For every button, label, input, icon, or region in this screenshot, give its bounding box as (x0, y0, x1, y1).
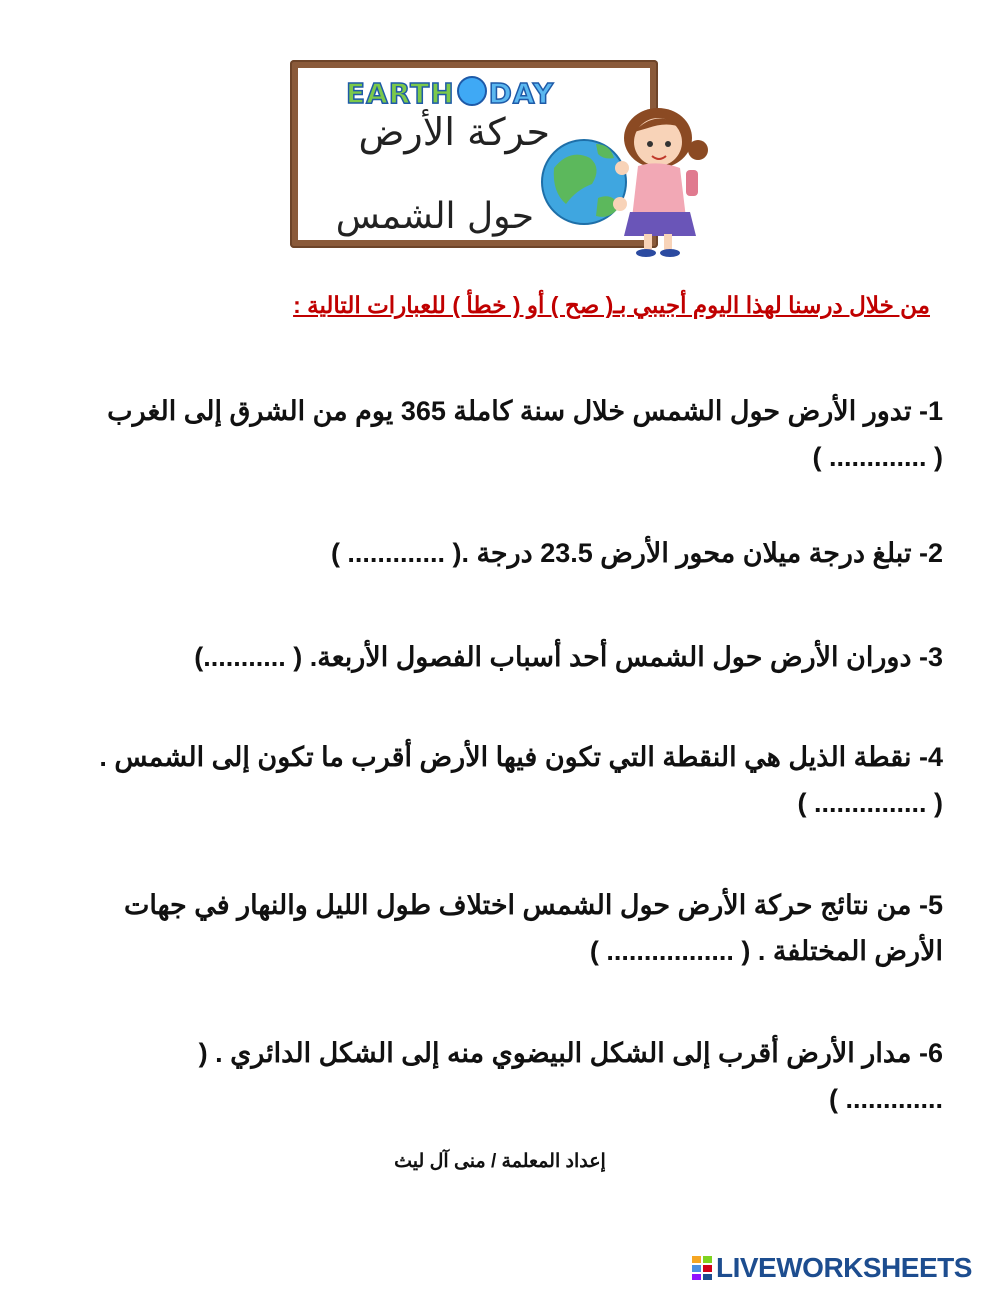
question-1: 1- تدور الأرض حول الشمس خلال سنة كاملة 365 يوم من الشرق إلى الغرب ( ............. ) (107, 396, 943, 472)
girl-holding-globe-illustration (540, 108, 730, 258)
instruction-heading: من خلال درسنا لهذا اليوم أجيبي بـ( صح ) أو ( خطأ ) للعبارات التالية : (293, 292, 930, 318)
globe-icon (457, 76, 487, 106)
liveworksheets-logo-icon (692, 1256, 712, 1280)
liveworksheets-watermark (692, 1252, 972, 1284)
board-title-line1: حركة الأرض (358, 110, 550, 154)
question-3: 3- دوران الأرض حول الشمس أحد أسباب الفصول الأربعة. ( ...........) (194, 642, 943, 672)
earth-day-logo: EARTH DAY (346, 77, 555, 110)
question-6: 6- مدار الأرض أقرب إلى الشكل البيضوي منه إلى الشكل الدائري . ( ............. ) (198, 1038, 943, 1114)
question-2: 2- تبلغ درجة ميلان محور الأرض 23.5 درجة .( ............. ) (330, 538, 943, 568)
board-title-line2: حول الشمس (335, 196, 534, 237)
liveworksheets-wordmark: LIVEWORKSHEETS (716, 1252, 972, 1283)
teacher-credit: إعداد المعلمة / منى آل ليث (394, 1151, 606, 1172)
question-5: 5- من نتائج حركة الأرض حول الشمس اختلاف طول الليل والنهار في جهات الأرض المختلفة . ( ................. ) (123, 890, 943, 966)
question-4: 4- نقطة الذيل هي النقطة التي تكون فيها الأرض أقرب ما تكون إلى الشمس . ( ............... ) (99, 742, 943, 818)
